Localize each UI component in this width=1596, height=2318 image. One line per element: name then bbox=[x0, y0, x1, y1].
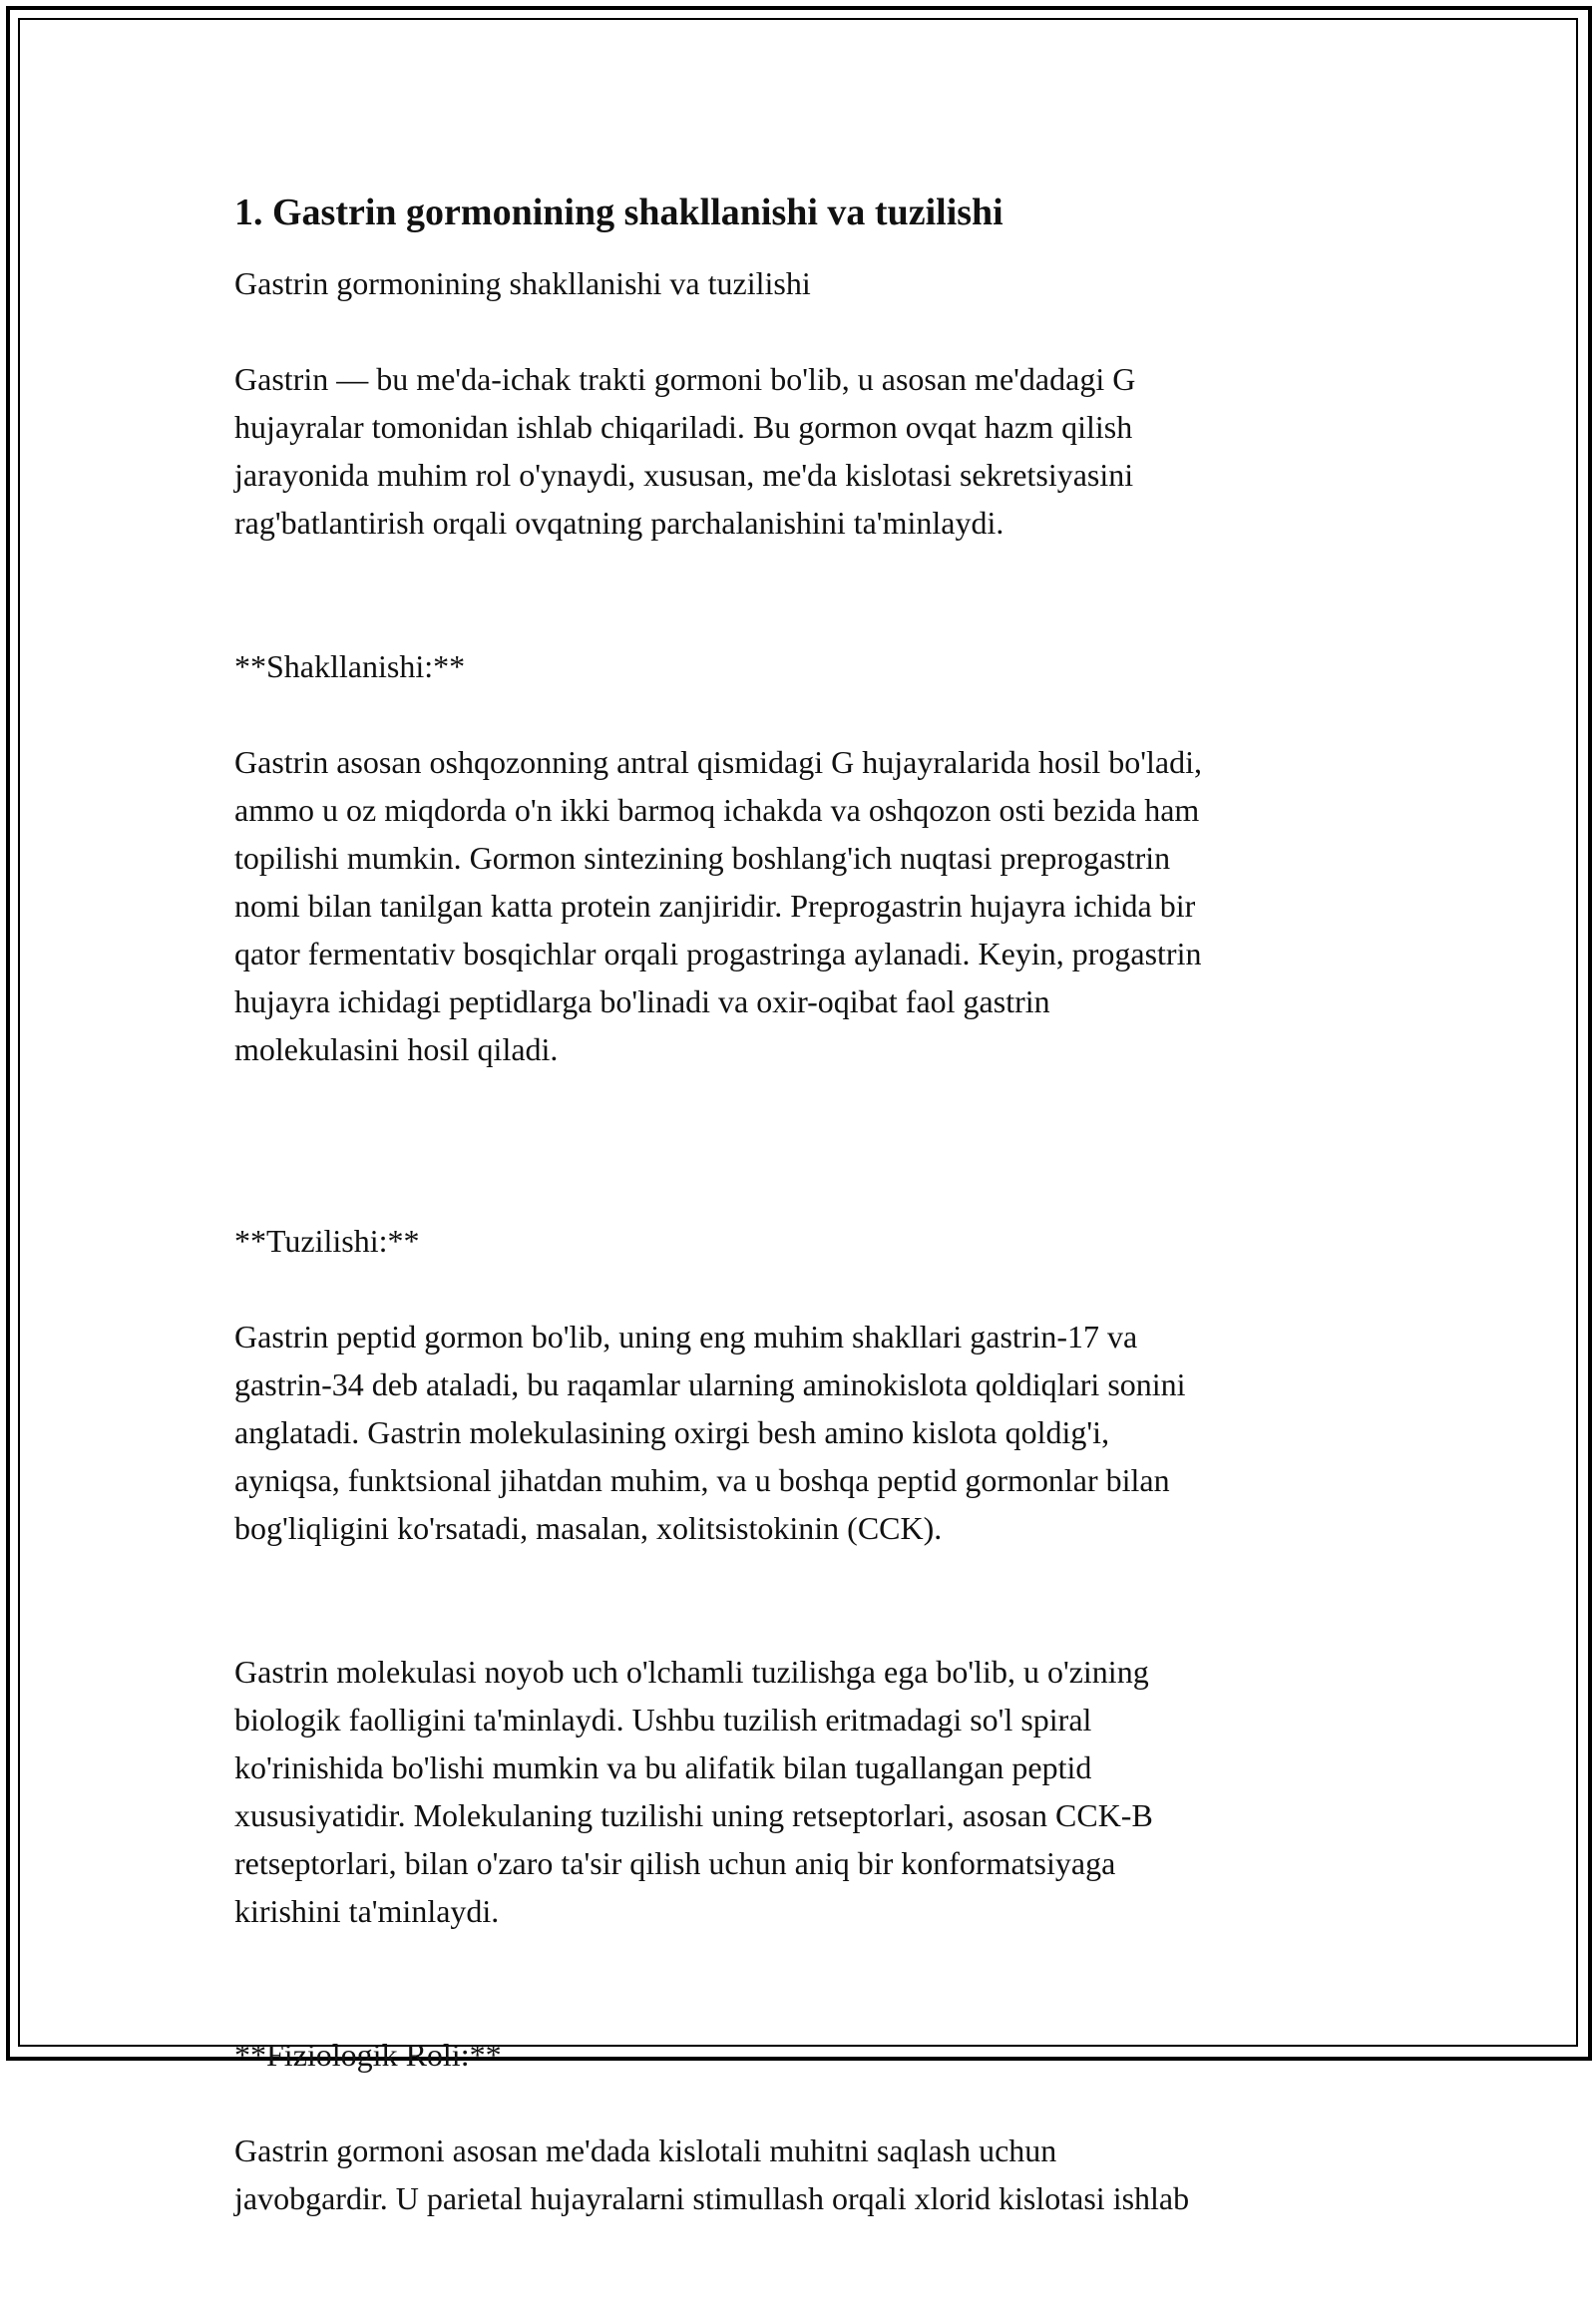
physiology-heading: **Fiziologik Roli:** bbox=[234, 2037, 502, 2073]
intro-paragraph: Gastrin — bu me'da-ichak trakti gormoni bo'lib, u asosan me'dadagi G hujayralar tomonidan ishlab chiqariladi. Bu gormon ovqat hazm qilish jarayonida muhim rol o'ynaydi, xususan, me'da kislotasi sekretsiyasini rag'batlantirish orqali ovqatning parchalanishini ta'minlaydi. bbox=[234, 361, 1136, 541]
structure-body: Gastrin peptid gormon bo'lib, uning eng muhim shakllari gastrin-17 va gastrin-34 deb ataladi, bu raqamlar ularning aminokislota qoldiqlari sonini anglatadi. Gastrin molekulasining oxirgi besh amino kislota qoldig'i, ayniqsa, funktsional jihatdan muhim, va u boshqa peptid gormonlar bilan bog'liqligini ko'rsatadi, masalan, xolitsistokinin (CCK). bbox=[234, 1319, 1186, 1546]
structure-section bbox=[234, 1169, 1362, 1600]
physiology-body: Gastrin gormoni asosan me'dada kislotali muhitni saqlash uchun javobgardir. U parietal hujayralarni stimullash orqali xlorid kislotasi ishlab bbox=[234, 2132, 1190, 2216]
document-title: 1. Gastrin gormonining shakllanishi va tuzilishi bbox=[234, 192, 1003, 233]
formation-heading: **Shakllanishi:** bbox=[234, 648, 466, 684]
structure-heading: **Tuzilishi:** bbox=[234, 1223, 420, 1259]
formation-section bbox=[234, 594, 1362, 1121]
formation-body: Gastrin asosan oshqozonning antral qismidagi G hujayralarida hosil bo'ladi, ammo u oz miqdorda o'n ikki barmoq ichakda va oshqozon osti bezida ham topilishi mumkin. Gormon sintezining boshlang'ich nuqtasi preprogastrin nomi bilan tanilgan katta protein zanjiridir. Preprogastrin hujayra ichida bir qator fermentativ bosqichlar orqali progastringa aylanadi. Keyin, progastrin hujayra ichidagi peptidlarga bo'linadi va oxir-oqibat faol gastrin molekulasini hosil qiladi. bbox=[234, 744, 1203, 1067]
physiology-section bbox=[234, 1983, 1362, 2270]
document-subtitle: Gastrin gormonining shakllanishi va tuzilishi bbox=[234, 265, 811, 301]
document-body bbox=[234, 188, 1362, 2318]
structure-paragraph-2: Gastrin molekulasi noyob uch o'lchamli tuzilishga ega bo'lib, u o'zining biologik faolligini ta'minlaydi. Ushbu tuzilish eritmadagi so'l spiral ko'rinishida bo'lishi mumkin va bu alifatik bilan tugallangan peptid xususiyatidir. Molekulaning tuzilishi uning retseptorlari, asosan CCK-B retseptorlari, bilan o'zaro ta'sir qilish uchun aniq bir konformatsiyaga kirishini ta'minlaydi. bbox=[234, 1654, 1153, 1929]
